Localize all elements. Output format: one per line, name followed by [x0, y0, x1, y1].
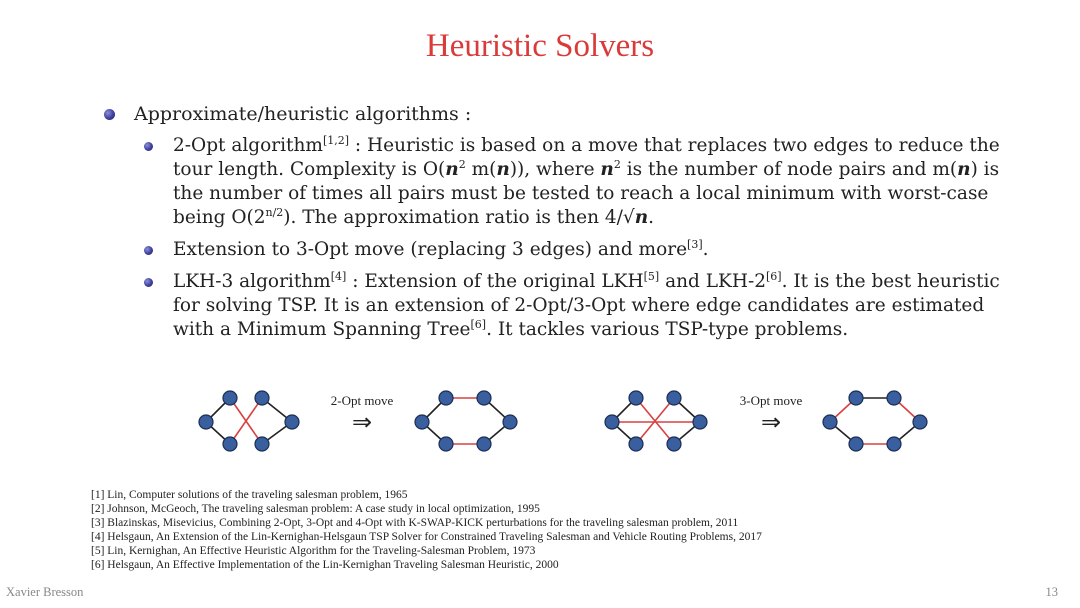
citation: [5] [643, 269, 660, 283]
graph-after-3opt [823, 391, 927, 451]
graph-after-2opt [415, 391, 517, 451]
node [823, 415, 837, 429]
citation: [3] [687, 237, 703, 251]
node [255, 437, 269, 451]
bullet-3opt [144, 238, 1004, 262]
node [913, 415, 927, 429]
node [667, 437, 681, 451]
bullet-approximate-algorithms [104, 102, 1004, 126]
node [223, 437, 237, 451]
bullet-3opt-text: Extension to 3-Opt move (replacing 3 edges) and more[3]. [173, 237, 709, 260]
bullet-dot-icon [144, 278, 153, 287]
bullet-list [104, 102, 1004, 342]
node [667, 391, 681, 405]
node [887, 391, 901, 405]
reference-item: [6] Helsgaun, An Effective Implementation of the Lin-Kernighan Traveling Salesman Heuristic, 2000 [91, 559, 559, 571]
2opt-move-label: 2-Opt move [330, 393, 394, 408]
reference-item: [5] Lin, Kernighan, An Effective Heuristic Algorithm for the Traveling-Salesman Problem, 1973 [91, 545, 536, 557]
node [887, 437, 901, 451]
node [605, 415, 619, 429]
node [477, 391, 491, 405]
citation: [6] [470, 317, 487, 331]
node [849, 437, 863, 451]
bullet-text: Approximate/heuristic algorithms : [134, 103, 472, 125]
reference-item: [1] Lin, Computer solutions of the traveling salesman problem, 1965 [91, 489, 408, 501]
node [849, 391, 863, 405]
node [255, 391, 269, 405]
node [199, 415, 213, 429]
slide-title: Heuristic Solvers [425, 28, 655, 64]
node [629, 391, 643, 405]
node [693, 415, 707, 429]
3opt-move-label: 3-Opt move [739, 393, 803, 408]
bullet-2opt-text: 2-Opt algorithm[1,2] : Heuristic is based on a move that replaces two edges to reduce the tour length. Complexity is $O(n^2$ m(n)), where $n^2$ is the number of node pairs and m(n) is the number of times all pairs must be tested to reach a local minimum with worst-case being $O(2^{n/2})$. The approximation ratio is then 4/√n. [173, 133, 1000, 228]
bullet-dot-icon [144, 246, 153, 255]
bullet-2opt [144, 134, 1004, 230]
bullet-lkh3-text: LKH-3 algorithm[4] : Extension of the original LKH[5] and LKH-2[6]. It is the best heuristic for solving TSP. It is an extension of 2-Opt/3-Opt where edge candidates are estimated with a Minimum Spanning Tree[6]. It tackles various TSP-type problems. [173, 269, 1000, 340]
citation: [1,2] [322, 133, 350, 147]
reference-item: [3] Blazinskas, Misevicius, Combining 2-Opt, 3-Opt and 4-Opt with K-SWAP-KICK perturbations for the traveling salesman problem, 2011 [91, 517, 739, 529]
bullet-dot-icon [104, 109, 115, 120]
footer-author: Xavier Bresson [6, 585, 84, 599]
arrow-icon: ⇒ [351, 408, 373, 436]
graph-before-2opt [199, 391, 299, 451]
citation: [6] [766, 269, 782, 283]
citation: [4] [330, 269, 347, 283]
graph-before-3opt [605, 391, 707, 451]
node [285, 415, 299, 429]
reference-item: [2] Johnson, McGeoch, The traveling salesman problem: A case study in local optimization, 1995 [91, 503, 540, 515]
arrow-icon: ⇒ [760, 408, 782, 436]
node [415, 415, 429, 429]
bullet-lkh3 [144, 270, 1004, 342]
node [503, 415, 517, 429]
node [439, 391, 453, 405]
node [223, 391, 237, 405]
node [439, 437, 453, 451]
node [629, 437, 643, 451]
opt-moves-diagram [0, 380, 1080, 470]
bullet-dot-icon [144, 142, 153, 151]
reference-item: [4] Helsgaun, An Extension of the Lin-Kernighan-Helsgaun TSP Solver for Constrained Traveling Salesman and Vehicle Routing Problems, 2017 [91, 531, 762, 543]
node [477, 437, 491, 451]
footer-page-number: 13 [1045, 585, 1058, 599]
references [91, 488, 762, 572]
